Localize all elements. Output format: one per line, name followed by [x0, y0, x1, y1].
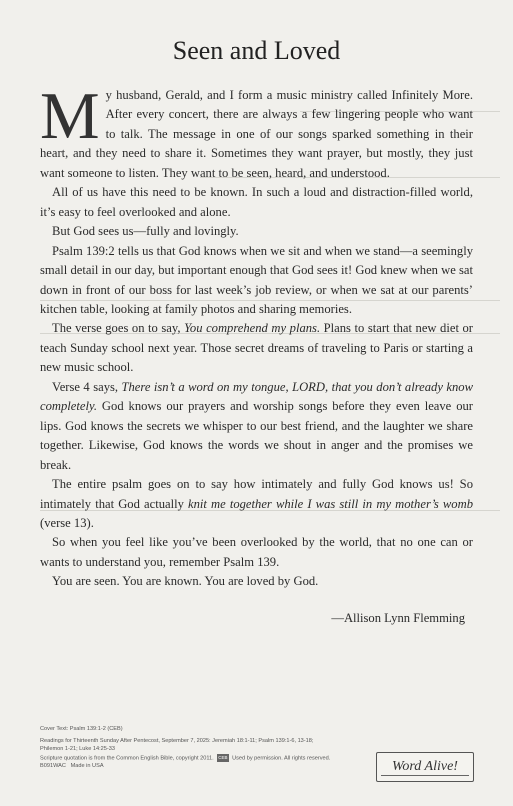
logo-swash-icon — [381, 775, 469, 776]
product-info — [40, 762, 380, 770]
paragraph-text: Psalm 139:2 tells us that God knows when we sit and when we stand—a seemingly small detail in our day, but important enough that God sees it! God knew when we sat down in front of our boss for last week’s job review, or when we sat at our parents’ kitchen table, looking at family photos and sharing memories. — [40, 243, 473, 316]
article-paragraph — [40, 319, 473, 377]
italic-scripture: There isn’t a word on my tongue, LORD, that you don’t already know completely. — [40, 379, 473, 414]
cover-text: Cover Text: Psalm 139:1-2 (CEB) — [40, 726, 123, 732]
readings-line-2: Philemon 1-21; Luke 14:25-33 — [40, 746, 115, 753]
scripture-credit — [40, 754, 380, 763]
article-paragraph — [40, 533, 473, 572]
article-title: Seen and Loved — [172, 36, 341, 65]
article-paragraph — [40, 475, 473, 533]
footer-fine-print — [40, 725, 380, 771]
paragraph-text: But God sees us—fully and lovingly. — [52, 224, 239, 239]
article-paragraph — [40, 378, 473, 475]
article-paragraph — [40, 183, 473, 222]
paragraph-text: All of us have this need to be known. In such a loud and distraction-filled world, it’s easy to feel overlooked and alone. — [40, 185, 473, 219]
author-signature: —Allison Lynn Flemming — [331, 611, 465, 625]
paragraph-text: The verse goes on to say, — [52, 321, 185, 336]
paragraph-text: (verse 13). — [40, 515, 94, 530]
drop-cap: M — [40, 79, 100, 153]
italic-scripture: knit me together while I was still in my mother’s womb — [188, 496, 473, 511]
readings-line-1: Readings for Thirteenth Sunday After Pentecost, September 7, 2025: Jeremiah 18:1-11; Psalm 139:1-6, 13-18; — [40, 738, 314, 745]
ceb-logo-icon: CEB — [217, 754, 228, 762]
paragraph-text: So when you feel like you’ve been overlooked by the world, that no one can or wants to understand you, remember Psalm 139. — [40, 535, 473, 569]
paragraph-text: y husband, Gerald, and I form a music ministry called Infinitely More. After every concert, there are always a few lingering people who want to talk. The message in one of our songs sparked something in their heart, and they need to share it. Sometimes they want prayer, but mostly, they just want someone to listen. They want to be seen, heard, and understood. — [40, 88, 473, 180]
article-paragraph — [40, 242, 473, 320]
paragraph-text: The entire psalm goes on to say how intimately and fully God knows us! So intimately that God actually — [40, 477, 473, 511]
article-body — [40, 79, 473, 592]
made-in-label: Made in USA — [70, 763, 104, 770]
paragraph-text: God knows our prayers and worship songs before they even leave our lips. God knows the secrets we whisper to our best friend, and the laughter we share together. Likewise, God knows the words we shout in anger and the promises we break. — [40, 399, 473, 472]
paragraph-text: Plans to start that new diet or teach Sunday school next year. Those secret dreams of traveling to Paris or starting a new music school. — [40, 321, 473, 375]
paragraph-text: You are seen. You are known. You are loved by God. — [52, 574, 319, 589]
word-alive-logo — [376, 752, 474, 782]
paragraph-text: Verse 4 says, — [52, 379, 122, 394]
article-paragraph — [40, 79, 473, 183]
article-paragraph — [40, 572, 473, 591]
article-paragraph — [40, 222, 473, 241]
scripture-credit-text: Scripture quotation is from the Common English Bible, copyright 2011. — [40, 755, 214, 762]
product-code: B091WAC — [40, 763, 66, 770]
scripture-permission-text: Used by permission. All rights reserved. — [232, 755, 331, 762]
italic-scripture: You comprehend my plans. — [184, 321, 321, 336]
logo-text: Word Alive! — [392, 759, 458, 774]
